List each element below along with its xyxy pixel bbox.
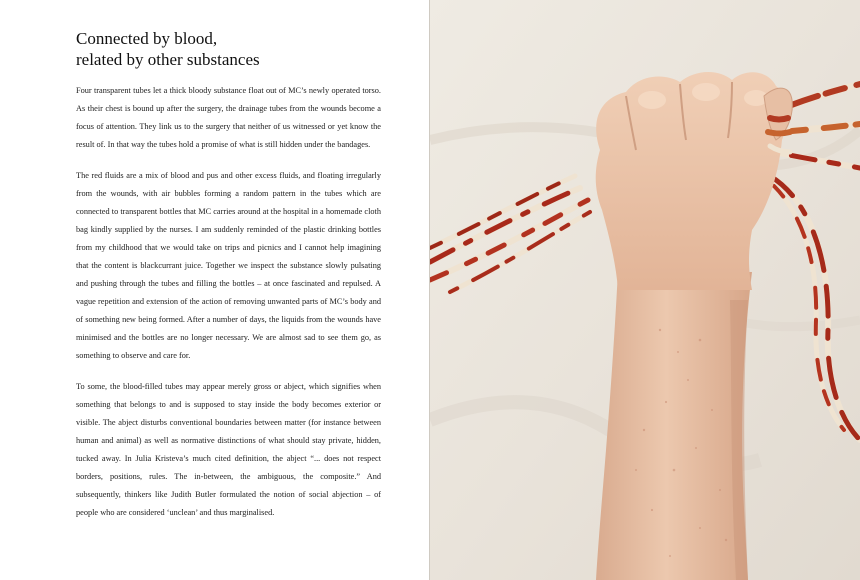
title-line-1: Connected by blood,: [76, 29, 218, 48]
title-line-2: related by other substances: [76, 50, 260, 69]
photo-page: [430, 0, 860, 580]
article-title: [76, 28, 381, 70]
knuckle-highlight: [692, 83, 720, 101]
knuckle-highlight: [638, 91, 666, 109]
forearm: [596, 270, 752, 580]
paragraph-3: To some, the blood-filled tubes may appear merely gross or abject, which signifies when something that belongs to and is supposed to stay inside the body becomes exterior or visible. The abject disturbs conventional boundaries between matter (for instance between human and animal) as well as normative distinctions of what should stay private, hidden, tucked away. In Julia Kristeva’s much cited definition, the abject “... does not respect borders, positions, rules. The in-between, the ambiguous, the composite.” And subsequently, thinkers like Judith Butler formulated the notion of social abjection – of people who are considered ‘unclean’ and thus marginalised.: [76, 382, 381, 517]
paragraph-1: Four transparent tubes let a thick bloody substance float out of MC’s newly operated torso. As their chest is bound up after the surgery, the drainage tubes from the wounds become a focus of attention. They link us to the surgery that neither of us witnessed or yet know the result of. In that way the tubes hold a promise of what is still hidden under the bandages.: [76, 86, 381, 149]
photo-hand-holding-drainage-tubes: [430, 0, 860, 580]
paragraph-2: The red fluids are a mix of blood and pus and other excess fluids, and floating irregularly from the wounds, with air bubbles forming a random pattern in the tubes which are connected to transparent bottles that MC carries around at the hospital in a homemade cloth bag kindly supplied by the nurses. I am suddenly reminded of the plastic drinking bottles from my childhood that we would take on trips and picnics and I cannot help imagining that the content is blackcurrant juice. Together we inspect the substance slowly pulsating and pushing through the tubes and filling the bottles – at once fascinated and repulsed. A vague repetition and extension of the action of removing unwanted parts of MC’s body and of something new being formed. After a number of days, the liquids from the wounds have minimised and the bottles are no longer necessary. We are almost sad to see them go, as something to observe and care for.: [76, 171, 381, 360]
